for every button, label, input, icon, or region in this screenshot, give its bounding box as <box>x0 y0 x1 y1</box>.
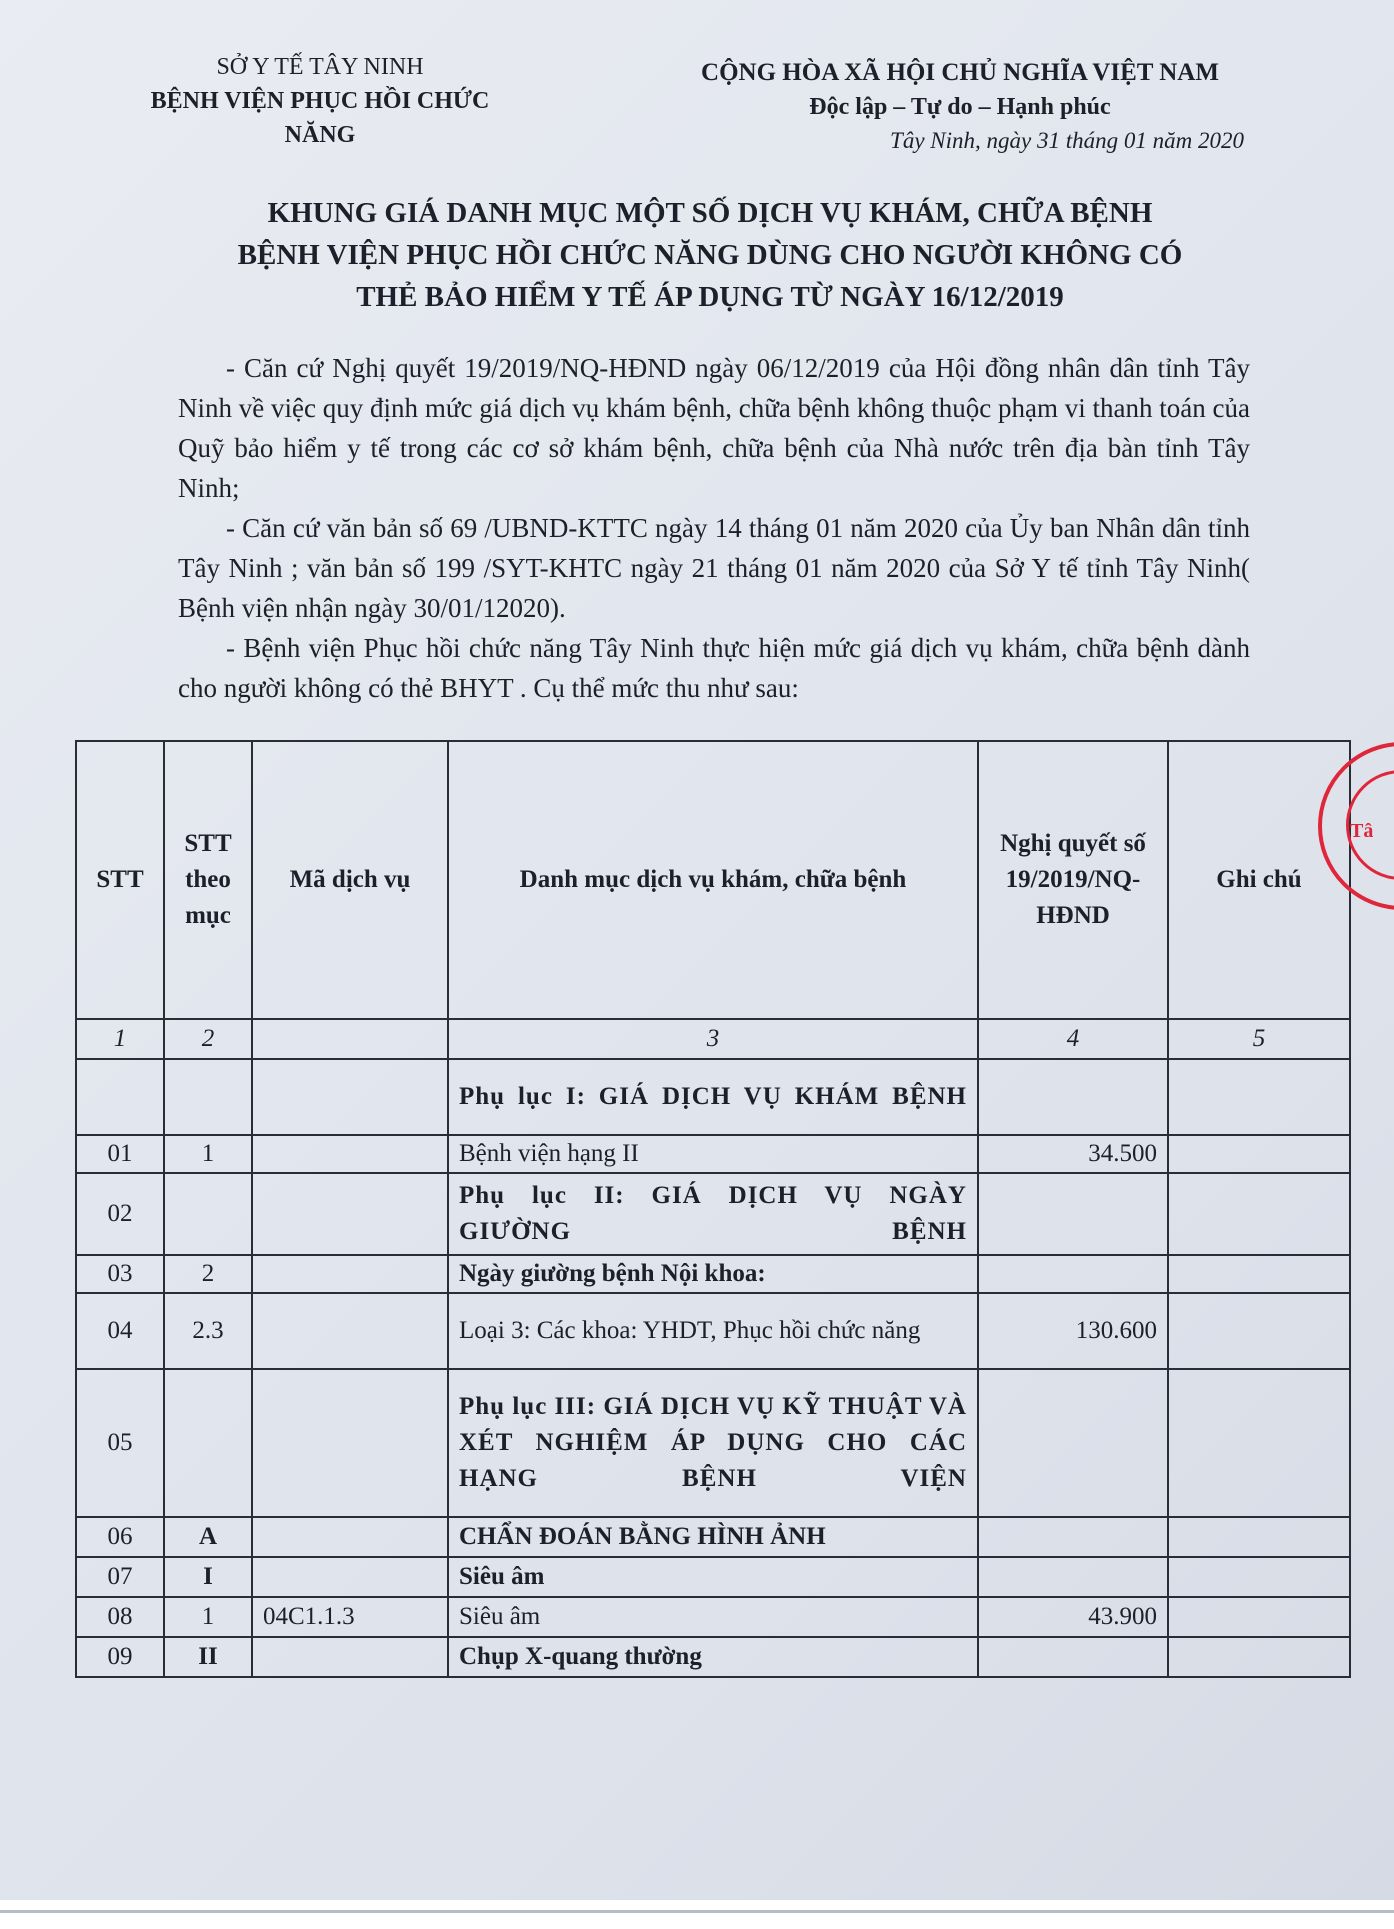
cell-ghichu <box>1168 1293 1350 1369</box>
cell-stt: 07 <box>76 1557 164 1597</box>
cell-muc <box>164 1059 252 1135</box>
column-number <box>252 1019 448 1059</box>
table-row <box>76 1135 1350 1173</box>
col-header-ghi-chu: Ghi chú <box>1168 741 1350 1019</box>
cell-gia <box>978 1255 1168 1293</box>
paragraph: - Bệnh viện Phục hồi chức năng Tây Ninh thực hiện mức giá dịch vụ khám, chữa bệnh dành cho người không có thẻ BHYT . Cụ thể mức thu như sau: <box>178 633 1250 703</box>
title-line: BỆNH VIỆN PHỤC HỒI CHỨC NĂNG DÙNG CHO NGƯỜI KHÔNG CÓ <box>237 239 1183 271</box>
cell-stt: 01 <box>76 1135 164 1173</box>
cell-muc: 2 <box>164 1255 252 1293</box>
cell-ghichu <box>1168 1369 1350 1517</box>
cell-ten: Siêu âm <box>448 1557 978 1597</box>
table-row <box>76 1293 1350 1369</box>
cell-stt: 03 <box>76 1255 164 1293</box>
cell-gia <box>978 1059 1168 1135</box>
paragraph: - Căn cứ Nghị quyết 19/2019/NQ-HĐND ngày 06/12/2019 của Hội đồng nhân dân tỉnh Tây Ninh về việc quy định mức giá dịch vụ khám bệnh, chữa bệnh không thuộc phạm vi thanh toán của Quỹ bảo hiểm y tế trong các cơ sở khám bệnh, chữa bệnh của Nhà nước trên địa bàn tỉnh Tây Ninh; <box>178 353 1250 503</box>
national-header <box>660 56 1260 158</box>
cell-gia <box>978 1637 1168 1677</box>
cell-ten: Ngày giường bệnh Nội khoa: <box>448 1255 978 1293</box>
table-row <box>76 1517 1350 1557</box>
hospital-name: BỆNH VIỆN PHỤC HỒI CHỨC NĂNG <box>150 88 490 148</box>
cell-gia: 43.900 <box>978 1597 1168 1637</box>
column-number: 4 <box>978 1019 1168 1059</box>
document-body <box>178 348 1250 708</box>
title-line: THẺ BẢO HIỂM Y TẾ ÁP DỤNG TỪ NGÀY 16/12/2019 <box>356 281 1064 313</box>
cell-ghichu <box>1168 1517 1350 1557</box>
table-header-row <box>76 741 1350 1019</box>
cell-stt: 04 <box>76 1293 164 1369</box>
cell-muc: 1 <box>164 1597 252 1637</box>
document-title <box>150 192 1270 318</box>
cell-gia <box>978 1173 1168 1255</box>
cell-muc <box>164 1173 252 1255</box>
cell-gia: 130.600 <box>978 1293 1168 1369</box>
cell-stt: 05 <box>76 1369 164 1517</box>
issuer-header <box>120 50 520 152</box>
cell-ten: Phụ lục I: GIÁ DỊCH VỤ KHÁM BỆNH <box>448 1059 978 1135</box>
cell-ghichu <box>1168 1173 1350 1255</box>
cell-ma <box>252 1135 448 1173</box>
price-table <box>75 740 1351 1678</box>
cell-stt: 08 <box>76 1597 164 1637</box>
cell-ten: Phụ lục II: GIÁ DỊCH VỤ NGÀY GIƯỜNG BỆNH <box>448 1173 978 1255</box>
cell-ma <box>252 1517 448 1557</box>
cell-ten: Chụp X-quang thường <box>448 1637 978 1677</box>
column-number: 3 <box>448 1019 978 1059</box>
paragraph: - Căn cứ văn bản số 69 /UBND-KTTC ngày 14 tháng 01 năm 2020 của Ủy ban Nhân dân tỉnh Tây Ninh ; văn bản số 199 /SYT-KHTC ngày 21 tháng 01 năm 2020 của Sở Y tế tỉnh Tây Ninh( Bệnh viện nhận ngày 30/01/12020). <box>178 513 1250 623</box>
cell-gia <box>978 1517 1168 1557</box>
cell-ghichu <box>1168 1255 1350 1293</box>
cell-ma <box>252 1557 448 1597</box>
cell-ma <box>252 1173 448 1255</box>
cell-gia: 34.500 <box>978 1135 1168 1173</box>
cell-ghichu <box>1168 1135 1350 1173</box>
cell-stt: 02 <box>76 1173 164 1255</box>
cell-muc: A <box>164 1517 252 1557</box>
col-header-ma-dich-vu: Mã dịch vụ <box>252 741 448 1019</box>
cell-ghichu <box>1168 1557 1350 1597</box>
col-header-danh-muc: Danh mục dịch vụ khám, chữa bệnh <box>448 741 978 1019</box>
col-header-stt-muc: STT theo mục <box>164 741 252 1019</box>
table-row <box>76 1597 1350 1637</box>
cell-ten: CHẨN ĐOÁN BẰNG HÌNH ẢNH <box>448 1517 978 1557</box>
cell-muc: 2.3 <box>164 1293 252 1369</box>
column-number-row <box>76 1019 1350 1059</box>
seal-text: Tâ <box>1350 820 1374 842</box>
cell-ten: Bệnh viện hạng II <box>448 1135 978 1173</box>
cell-ghichu <box>1168 1637 1350 1677</box>
cell-muc: I <box>164 1557 252 1597</box>
table-row <box>76 1369 1350 1517</box>
department-name: SỞ Y TẾ TÂY NINH <box>216 54 424 80</box>
cell-muc: II <box>164 1637 252 1677</box>
col-header-stt: STT <box>76 741 164 1019</box>
table-row <box>76 1637 1350 1677</box>
column-number: 5 <box>1168 1019 1350 1059</box>
cell-ma <box>252 1293 448 1369</box>
cell-muc <box>164 1369 252 1517</box>
cell-stt: 06 <box>76 1517 164 1557</box>
cell-ma <box>252 1255 448 1293</box>
cell-ma <box>252 1059 448 1135</box>
col-header-nghi-quyet: Nghị quyết số 19/2019/NQ-HĐND <box>978 741 1168 1019</box>
page-edge-divider <box>0 1910 1394 1913</box>
table-row <box>76 1255 1350 1293</box>
cell-gia <box>978 1557 1168 1597</box>
document-date: Tây Ninh, ngày 31 tháng 01 năm 2020 <box>890 128 1244 153</box>
nation-motto: Độc lập – Tự do – Hạnh phúc <box>809 94 1111 120</box>
cell-ma <box>252 1637 448 1677</box>
column-number: 1 <box>76 1019 164 1059</box>
cell-ghichu <box>1168 1059 1350 1135</box>
cell-stt: 09 <box>76 1637 164 1677</box>
title-line: KHUNG GIÁ DANH MỤC MỘT SỐ DỊCH VỤ KHÁM, CHỮA BỆNH <box>267 197 1153 229</box>
cell-stt <box>76 1059 164 1135</box>
nation-title: CỘNG HÒA XÃ HỘI CHỦ NGHĨA VIỆT NAM <box>701 59 1219 86</box>
cell-ten: Phụ lục III: GIÁ DỊCH VỤ KỸ THUẬT VÀ XÉT NGHIỆM ÁP DỤNG CHO CÁC HẠNG BỆNH VIỆN <box>448 1369 978 1517</box>
table-row <box>76 1059 1350 1135</box>
cell-ma: 04C1.1.3 <box>252 1597 448 1637</box>
table-row <box>76 1173 1350 1255</box>
cell-ten: Loại 3: Các khoa: YHDT, Phục hồi chức năng <box>448 1293 978 1369</box>
cell-gia <box>978 1369 1168 1517</box>
cell-muc: 1 <box>164 1135 252 1173</box>
cell-ten: Siêu âm <box>448 1597 978 1637</box>
cell-ghichu <box>1168 1597 1350 1637</box>
column-number: 2 <box>164 1019 252 1059</box>
table-row <box>76 1557 1350 1597</box>
cell-ma <box>252 1369 448 1517</box>
